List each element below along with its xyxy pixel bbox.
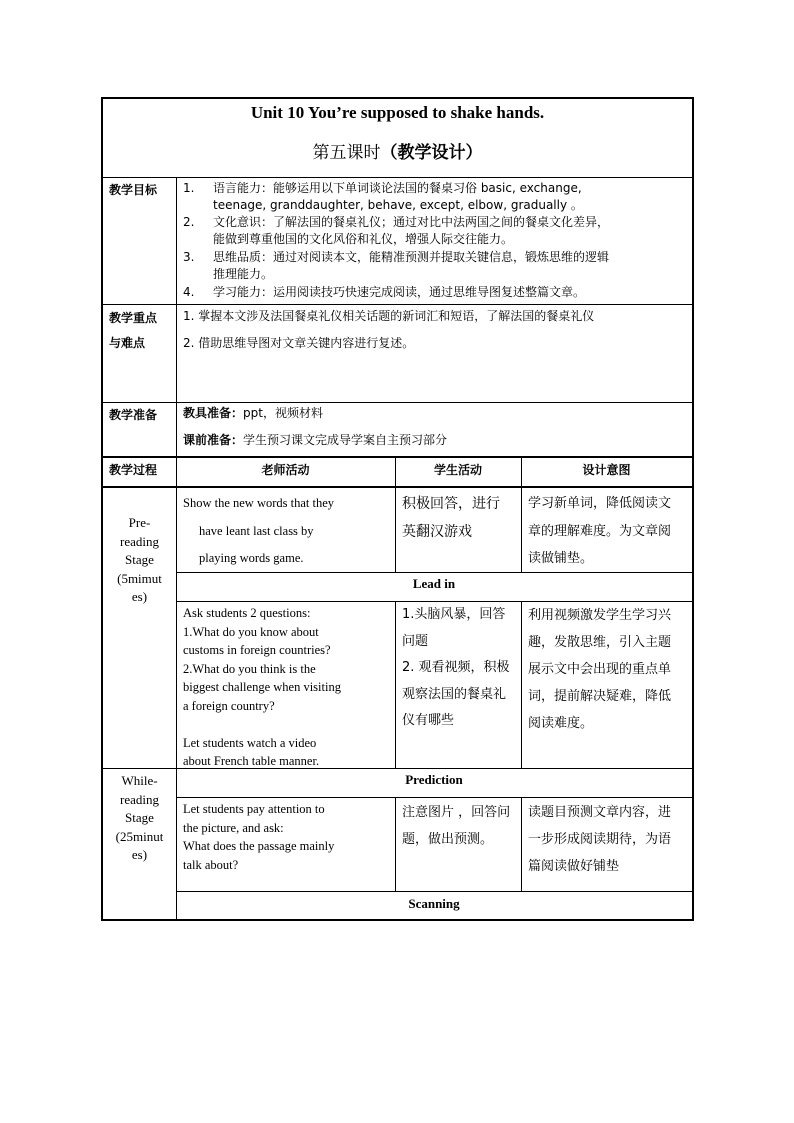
lesson-design-label: （教学设计） [380, 143, 483, 163]
activity-line: about French table manner. [183, 754, 320, 768]
activity-line: What does the passage mainly [183, 839, 335, 853]
stage-line: reading [120, 791, 159, 807]
objective-text: 推理能力。 [213, 267, 274, 281]
tools-label: 教具准备： [183, 406, 244, 420]
intent-line: 阅读难度。 [528, 716, 594, 731]
scanning-heading: Scanning [408, 896, 460, 911]
stage-line: Stage [125, 810, 154, 825]
intent-line: 读做铺垫。 [528, 551, 594, 566]
activity-line: playing words game. [199, 551, 304, 565]
stage-line: (25minut [115, 828, 164, 844]
stage-line: Stage [125, 552, 154, 567]
objective-number: 2. [183, 215, 195, 229]
key-point-item: 1. 掌握本文涉及法国餐桌礼仪相关话题的新词汇和短语，了解法国的餐桌礼仪 [183, 309, 595, 323]
lesson-number: 第五课时 [312, 143, 381, 163]
objective-number: 1. [183, 181, 195, 195]
divider [176, 797, 692, 798]
activity-line: Let students pay attention to [183, 802, 325, 816]
key-point-item: 2. 借助思维导图对文章关键内容进行复述。 [183, 336, 415, 350]
activity-line: 问题 [402, 633, 429, 649]
pre-class-preparation [183, 431, 447, 449]
pre-class-label: 课前准备： [183, 433, 244, 447]
stage-line: Pre- [128, 515, 151, 530]
objective-item [183, 214, 688, 248]
objective-text: 文化意识：了解法国的餐桌礼仪；通过对比中法两国之间的餐桌文化差异， [213, 215, 610, 229]
objective-text: 思维品质：通过对阅读本文，能精准预测并提取关键信息，锻炼思维的逻辑 [213, 250, 610, 264]
lead-in-heading: Lead in [412, 576, 456, 591]
divider [103, 402, 692, 403]
design-intent [528, 799, 691, 880]
activity-line: the picture, and ask: [183, 820, 284, 835]
student-activity-header: 学生活动 [433, 463, 482, 477]
objectives-list [183, 180, 688, 300]
objective-text: teenage, granddaughter, behave, except, elbow, gradually 。 [213, 198, 583, 212]
intent-line: 章的理解难度。为文章阅 [528, 523, 672, 539]
activity-line: 英翻汉游戏 [402, 524, 472, 540]
intent-line: 篇阅读做好铺垫 [528, 859, 620, 874]
divider [103, 456, 692, 458]
activity-line: 1.头脑风暴，回答 [402, 607, 506, 622]
lesson-title [103, 138, 692, 163]
activity-line: Let students watch a video [183, 735, 317, 750]
activity-line: have leant last class by [199, 523, 314, 538]
activity-line: 注意图片 ，回答问 [402, 805, 511, 820]
activity-line: 2.What do you think is the [183, 661, 316, 676]
intent-line: 展示文中会出现的重点单 [528, 662, 672, 677]
activity-line: biggest challenge when visiting [183, 680, 341, 694]
tools-value: ppt，视频材料 [243, 406, 323, 420]
divider [103, 486, 692, 488]
activity-line [183, 715, 393, 734]
objective-item [183, 284, 688, 301]
objective-item [183, 180, 688, 214]
divider [176, 177, 177, 921]
process-label: 教学过程 [109, 463, 158, 477]
activity-line: 1.What do you know about [183, 624, 319, 639]
stage-line: reading [120, 533, 159, 549]
design-intent-header: 设计意图 [582, 463, 631, 477]
student-activity [402, 490, 520, 546]
pre-class-value: 学生预习课文完成导学案自主预习部分 [243, 433, 448, 447]
objective-text: 能做到尊重他国的文化风俗和礼仪，增强人际交往能力。 [213, 232, 514, 246]
objective-text: 语言能力：能够运用以下单词谈论法国的餐桌习俗 basic, exchange, [213, 181, 582, 195]
divider [103, 177, 692, 178]
unit-title: Unit 10 You’re supposed to shake hands. [250, 103, 545, 122]
key-points-label: 与难点 [109, 336, 146, 350]
divider [521, 797, 522, 891]
activity-line: Ask students 2 questions: [183, 606, 311, 620]
key-points-label: 教学重点 [109, 311, 158, 325]
activity-line: 积极回答，进行 [402, 496, 500, 512]
intent-line: 一步形成阅读期待，为语 [528, 832, 672, 847]
divider [103, 304, 692, 305]
student-activity [402, 602, 520, 735]
tools-preparation [183, 404, 323, 422]
intent-line: 利用视频激发学生学习兴 [528, 608, 672, 623]
teacher-activity [183, 800, 393, 874]
activity-line: 题，做出预测。 [402, 832, 494, 847]
preparation-label: 教学准备 [109, 408, 158, 422]
design-intent [528, 490, 691, 573]
objectives-label: 教学目标 [109, 183, 158, 197]
objective-number: 4. [183, 285, 195, 299]
teacher-activity [183, 604, 393, 771]
activity-line: 仪有哪些 [402, 713, 455, 728]
teacher-activity-header: 老师活动 [261, 463, 310, 477]
prediction-heading: Prediction [405, 772, 463, 787]
student-activity [402, 799, 520, 853]
intent-line: 读题目预测文章内容，进 [528, 805, 672, 820]
activity-line: 2. 观看视频，积极 [402, 660, 510, 675]
activity-line: Show the new words that they [183, 496, 335, 510]
activity-line: 观察法国的餐桌礼 [402, 686, 507, 702]
stage-line: es) [131, 589, 148, 604]
activity-line: customs in foreign countries? [183, 643, 331, 657]
intent-line: 词，提前解决疑难，降低 [528, 689, 672, 704]
divider [176, 891, 692, 892]
stage-line: While- [121, 773, 158, 788]
lesson-plan-table [101, 97, 694, 921]
objective-text: 学习能力：运用阅读技巧快速完成阅读，通过思维导图复述整篇文章。 [213, 285, 586, 299]
divider [395, 797, 396, 891]
stage-line: (5mimut [117, 570, 162, 586]
pre-reading-stage [103, 514, 176, 607]
divider [395, 601, 396, 768]
objective-number: 3. [183, 250, 195, 264]
stage-line: es) [131, 847, 148, 862]
while-reading-stage [103, 772, 176, 865]
teacher-activity [183, 490, 393, 573]
activity-line: talk about? [183, 857, 239, 872]
intent-line: 学习新单词，降低阅读文 [528, 496, 672, 511]
design-intent [528, 602, 691, 737]
activity-line: a foreign country? [183, 698, 275, 713]
objective-item [183, 249, 688, 283]
divider [521, 601, 522, 768]
intent-line: 趣，发散思维，引入主题 [528, 635, 672, 650]
